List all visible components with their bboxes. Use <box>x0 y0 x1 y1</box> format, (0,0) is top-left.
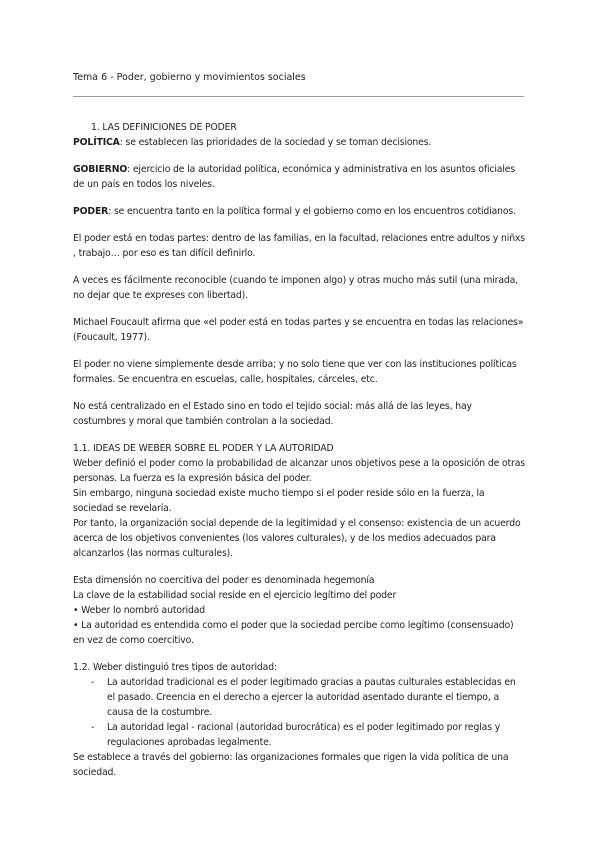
definition-gobierno-text: : ejercicio de la autoridad política, económica y administrativa en los asuntos oficiales de un país en todos los niveles. <box>73 164 516 190</box>
bullet-item: • La autoridad es entendida como el poder que la sociedad percibe como legítimo (consensuado) en vez de como coercitivo. <box>73 620 514 646</box>
list-item: - La autoridad legal - racional (autoridad burocrática) es el poder legitimado por reglas y regulaciones aprobadas legalmente. <box>73 720 525 750</box>
paragraph: El poder no viene simplemente desde arriba; y no solo tiene que ver con las instituciones políticas formales. Se encuentra en escuelas, calle, hospitales, cárceles, etc. <box>73 359 517 385</box>
paragraph: No está centralizado en el Estado sino en todo el tejido social: más allá de las leyes, hay costumbres y moral que también controlan a la sociedad. <box>73 401 472 427</box>
paragraph: La clave de la estabilidad social reside en el ejercicio legítimo del poder <box>73 590 397 601</box>
document-body <box>73 120 525 780</box>
section-heading-1: 1. LAS DEFINICIONES DE PODER <box>91 122 237 133</box>
paragraph: Por tanto, la organización social depende de la legitimidad y el consenso: existencia de un acuerdo acerca de los objetivos convenientes (los valores culturales), y de los medios adecuados para alcanzarlos (las normas culturales). <box>73 518 521 559</box>
term-poder: PODER <box>73 206 109 217</box>
definition-gobierno <box>73 162 525 192</box>
paragraph: Michael Foucault afirma que «el poder está en todas partes y se encuentra en todas las relaciones» (Foucault, 1977). <box>73 317 524 343</box>
paragraph: El poder está en todas partes: dentro de las familias, en la facultad, relaciones entre adultos y niñxs , trabajo… por eso es tan difícil definirlo. <box>73 233 525 259</box>
list-item: - La autoridad tradicional es el poder legitimado gracias a pautas culturales establecidas en el pasado. Creencia en el derecho a ejercer la autoridad asentado durante el tiempo, a causa de la costumbre. <box>73 675 525 720</box>
paragraph: Sin embargo, ninguna sociedad existe mucho tiempo si el poder reside sólo en la fuerza, la sociedad se revelaría. <box>73 488 485 514</box>
definition-poder <box>73 204 525 219</box>
definition-politica-text: : se establecen las prioridades de la sociedad y se toman decisiones. <box>119 137 432 148</box>
authority-types-list <box>73 675 525 750</box>
section-heading-1-2: 1.2. Weber distinguió tres tipos de autoridad: <box>73 662 277 673</box>
definition-politica <box>73 135 525 150</box>
paragraph: Se establece a través del gobierno: las organizaciones formales que rigen la vida política de una sociedad. <box>73 752 509 778</box>
bullet-item: • Weber lo nombró autoridad <box>73 605 206 616</box>
paragraph: A veces es fácilmente reconocible (cuando te imponen algo) y otras mucho más sutil (una mirada, no dejar que te expreses con libertad). <box>73 275 519 301</box>
term-politica: POLÍTICA <box>73 137 120 148</box>
definition-poder-text: : se encuentra tanto en la política formal y el gobierno como en los encuentros cotidianos. <box>108 206 516 217</box>
header-divider <box>73 96 524 97</box>
section-heading-1-1: 1.1. IDEAS DE WEBER SOBRE EL PODER Y LA AUTORIDAD <box>73 443 334 454</box>
term-gobierno: GOBIERNO <box>73 164 128 175</box>
paragraph: Esta dimensión no coercitiva del poder es denominada hegemonía <box>73 575 375 586</box>
paragraph: Weber definió el poder como la probabilidad de alcanzar unos objetivos pese a la oposición de otras personas. La fuerza es la expresión básica del poder. <box>73 458 525 484</box>
page-header: Tema 6 - Poder, gobierno y movimientos sociales <box>73 72 306 83</box>
